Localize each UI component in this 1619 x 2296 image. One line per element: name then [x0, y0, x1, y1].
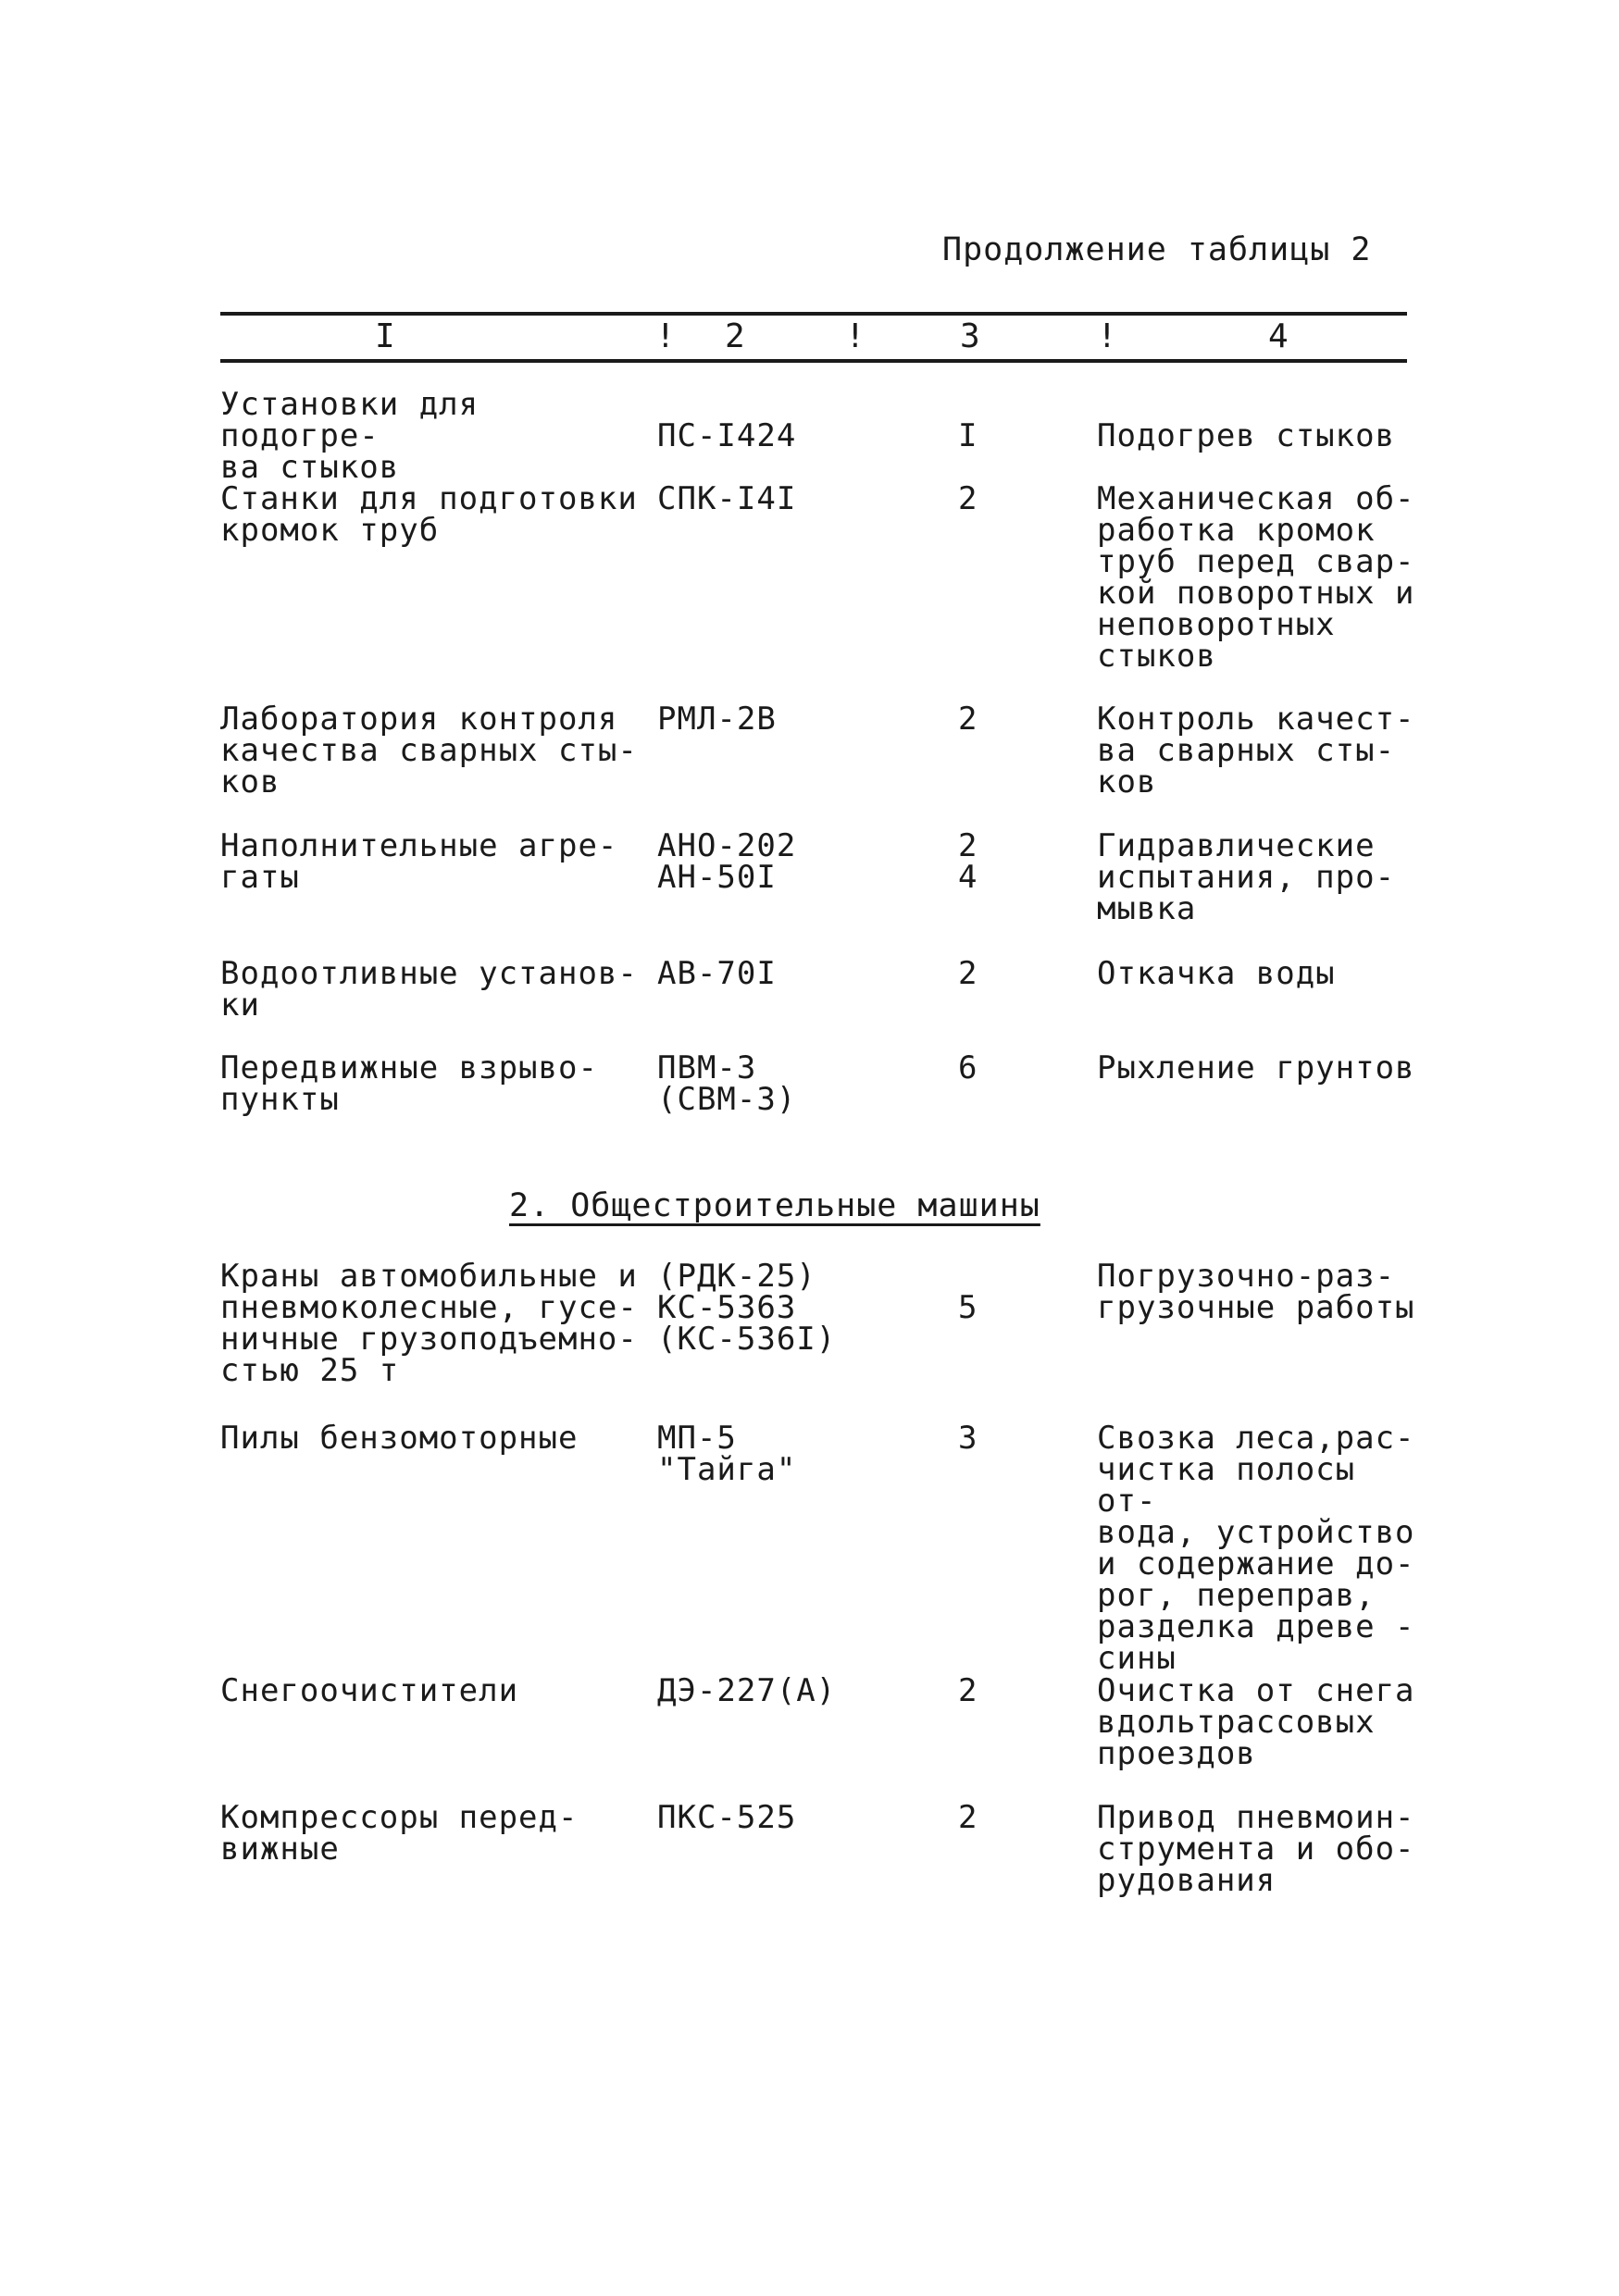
row-purpose-cell: Откачка воды [1097, 955, 1336, 992]
row-name-cell: Снегоочистители [220, 1672, 519, 1709]
row-name-cell: Установки для подогре- ва стыков [220, 386, 479, 486]
row-purpose-cell: Свозка леса,рас- чистка полосы от- вода, устройство и содержание до- рог, переправ, разделка древе - сины [1097, 1420, 1415, 1677]
column-separator: ! [845, 317, 866, 355]
column-separator: ! [1097, 317, 1117, 355]
column-header-3: 3 [960, 317, 980, 355]
row-qty-cell: I [958, 417, 978, 454]
row-name-cell: Краны автомобильные и пневмоколесные, гусе- ничные грузоподъемно- стью 25 т [220, 1258, 638, 1389]
row-model-cell: МП-5 "Тайга" [657, 1420, 797, 1488]
row-qty-cell: 6 [958, 1049, 978, 1086]
row-purpose-cell: Привод пневмоин- струмента и обо- рудования [1097, 1799, 1415, 1899]
row-model-cell: ДЭ-227(А) [657, 1672, 837, 1709]
column-header-1: I [375, 317, 395, 355]
column-separator: ! [655, 317, 676, 355]
row-name-cell: Станки для подготовки кромок труб [220, 480, 638, 549]
table-header-top-rule [220, 312, 1407, 316]
row-model-cell: АНО-202 АН-50I [657, 827, 797, 896]
row-model-cell: ПКС-525 [657, 1799, 797, 1836]
row-qty-cell: 2 [958, 701, 978, 738]
row-purpose-cell: Контроль качест- ва сварных сты- ков [1097, 701, 1415, 800]
row-qty-cell: 3 [958, 1420, 978, 1457]
row-model-cell: АВ-70I [657, 955, 777, 992]
row-purpose-cell: Подогрев стыков [1097, 417, 1396, 454]
row-qty-cell: 2 4 [958, 827, 978, 896]
row-model-cell: ПС-I424 [657, 417, 797, 454]
row-name-cell: Лаборатория контроля качества сварных сты- ков [220, 701, 638, 800]
table-header-bottom-rule [220, 359, 1407, 363]
row-name-cell: Передвижные взрыво- пункты [220, 1049, 598, 1118]
row-purpose-cell: Погрузочно-раз- грузочные работы [1097, 1258, 1415, 1326]
row-purpose-cell: Очистка от снега вдольтрассовых проездов [1097, 1672, 1415, 1772]
row-model-cell: СПК-I4I [657, 480, 797, 517]
row-purpose-cell: Гидравлические испытания, про- мывка [1097, 827, 1396, 927]
row-qty-cell: 2 [958, 480, 978, 517]
row-model-cell: РМЛ-2В [657, 701, 777, 738]
row-name-cell: Компрессоры перед- вижные [220, 1799, 579, 1868]
row-qty-cell: 2 [958, 955, 978, 992]
row-purpose-cell: Рыхление грунтов [1097, 1049, 1415, 1086]
row-purpose-cell: Механическая об- работка кромок труб перед свар- кой поворотных и неповоротных стыков [1097, 480, 1415, 675]
section-title: 2. Общестроительные машины [509, 1187, 1040, 1224]
row-qty-cell: 5 [958, 1289, 978, 1326]
row-model-cell: (РДК-25) КС-5363 (КС-536I) [657, 1258, 837, 1358]
row-qty-cell: 2 [958, 1799, 978, 1836]
row-name-cell: Пилы бензомоторные [220, 1420, 579, 1457]
row-model-cell: ПВМ-3 (СВМ-3) [657, 1049, 797, 1118]
table-continuation-title: Продолжение таблицы 2 [942, 231, 1372, 268]
row-qty-cell: 2 [958, 1672, 978, 1709]
column-header-4: 4 [1268, 317, 1289, 355]
row-name-cell: Водоотливные установ- ки [220, 955, 638, 1024]
column-header-2: 2 [725, 317, 745, 355]
row-name-cell: Наполнительные агре- гаты [220, 827, 618, 896]
